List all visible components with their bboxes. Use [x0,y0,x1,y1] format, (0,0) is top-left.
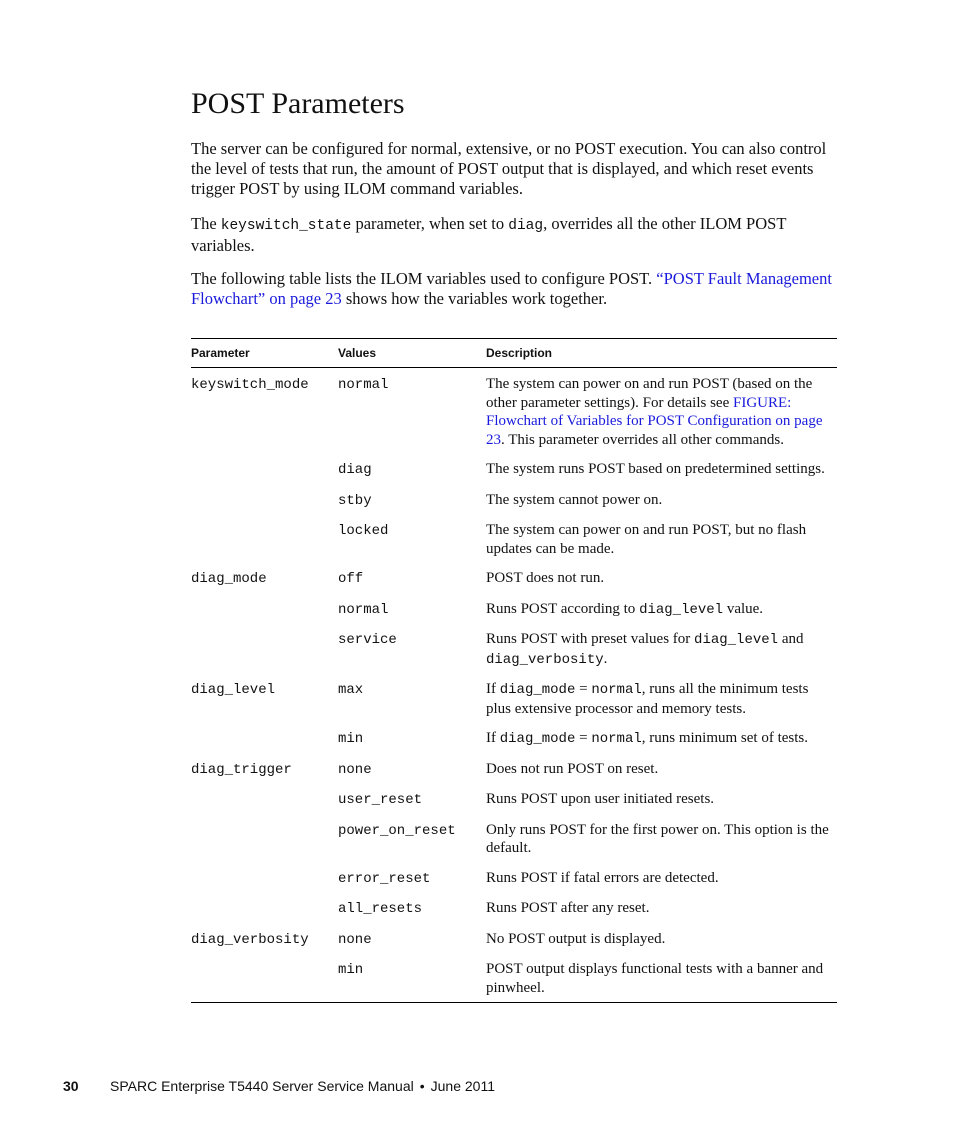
description-text: Runs POST with preset values for [486,631,695,647]
header-description: Description [486,346,553,360]
table-header-row [191,339,837,368]
para3-text-2: shows how the variables work together. [341,289,608,308]
description-text: . This parameter overrides all other commands. [501,431,784,448]
description-text: = [575,681,592,697]
value-cell: locked [338,523,389,539]
description-text: , runs all the minimum tests plus extensive processor and memory tests. [486,681,809,717]
value-cell: min [338,962,364,978]
page-footer [63,1078,495,1094]
description-cell [486,899,837,918]
inline-code: diag_level [694,632,779,648]
table-row [191,899,837,919]
table-row [191,521,837,558]
value-cell: min [338,731,364,747]
footer-date: June 2011 [430,1078,495,1094]
description-text: Runs POST upon user initiated resets. [486,791,715,807]
inline-code: diag_level [639,601,724,618]
para3-text-1: The following table lists the ILOM variables used to configure POST. [191,269,657,288]
header-values: Values [338,346,377,360]
parameter-cell [191,460,338,461]
parameter-cell: keyswitch_mode [191,377,309,393]
page-number: 30 [63,1078,79,1094]
description-text: Runs POST if fatal errors are detected. [486,869,719,886]
diag-code: diag [508,218,544,234]
table-row [191,375,837,449]
parameter-cell [191,869,338,870]
inline-code: diag_mode [499,682,576,698]
parameter-cell [191,899,338,900]
description-cell [486,729,837,749]
table-row [191,960,837,997]
value-cell: normal [338,377,389,393]
parameter-cell [191,960,338,961]
table-row [191,930,837,950]
table-row [191,680,837,718]
footer-doc-title: SPARC Enterprise T5440 Server Service Manual [110,1078,414,1094]
description-cell [486,491,837,510]
value-cell: all_resets [338,901,423,917]
value-cell: none [338,761,372,778]
table-row [191,600,837,620]
header-parameter: Parameter [191,346,250,360]
description-cell [486,930,837,949]
value-cell: power_on_reset [338,822,456,839]
keyswitch-paragraph [191,214,841,256]
description-text: If [486,681,500,697]
description-text: If [486,730,500,746]
parameter-cell [191,600,338,601]
description-text: No POST output is displayed. [486,930,666,947]
table-intro-paragraph [191,269,841,309]
inline-code: diag_verbosity [486,651,604,668]
page-title: POST Parameters [191,87,405,120]
value-cell: off [338,571,364,587]
description-cell [486,869,837,888]
description-cell [486,600,837,620]
description-text: and [778,631,804,647]
description-text: The system runs POST based on predetermined settings. [486,461,825,477]
description-text: , runs minimum set of tests. [641,730,809,746]
inline-code: diag_mode [499,731,576,747]
value-cell: none [338,931,372,948]
description-text: value. [723,600,764,617]
parameter-cell [191,729,338,730]
description-text: The system can power on and run POST, but no flash updates can be made. [486,522,807,557]
parameter-cell: diag_level [191,682,276,698]
description-text: = [575,730,592,746]
description-text: POST does not run. [486,570,605,586]
intro-paragraph: The server can be configured for normal, extensive, or no POST execution. You can also control the level of tests that run, the amount of POST output that is displayed, and which reset events trigger POST by using ILOM command variables. [191,139,827,198]
value-cell: diag [338,462,372,478]
description-cell [486,760,837,779]
description-cell [486,375,837,449]
description-text: Runs POST according to [486,600,640,617]
figure-link[interactable]: FIGURE: Flowchart of Variables for POST Configuration on page 23 [486,394,823,448]
parameter-cell: diag_trigger [191,761,292,778]
parameter-cell: diag_verbosity [191,931,309,948]
description-text: Runs POST after any reset. [486,900,650,916]
parameter-cell: diag_mode [191,571,267,587]
parameter-cell [191,821,338,822]
table-row [191,729,837,749]
description-cell [486,521,837,558]
description-text: The system can power on and run POST (based on the other parameter settings). For details see [486,376,813,411]
description-cell [486,790,837,809]
description-cell [486,821,837,858]
parameter-cell [191,630,338,631]
table-row [191,760,837,780]
table-row [191,460,837,480]
para2-text-3: , overrides all the other ILOM POST variables. [191,214,787,255]
description-cell [486,680,837,718]
description-cell [486,630,837,669]
table-row [191,821,837,858]
description-cell [486,960,837,997]
para2-text-2: parameter, when set to [351,214,509,233]
description-text: POST output displays functional tests with a banner and pinwheel. [486,961,824,996]
value-cell: normal [338,601,389,618]
inline-code: normal [591,682,642,698]
parameter-cell [191,790,338,791]
value-cell: error_reset [338,870,431,887]
value-cell: service [338,632,397,648]
parameter-cell [191,491,338,492]
footer-bullet: • [419,1078,425,1094]
description-text: The system cannot power on. [486,491,663,508]
description-text: . [603,650,608,667]
inline-code: normal [591,731,642,747]
value-cell: max [338,682,364,698]
description-text: Does not run POST on reset. [486,760,659,777]
table-row [191,790,837,810]
table-row [191,869,837,889]
keyswitch-state-code: keyswitch_state [220,218,352,234]
value-cell: stby [338,492,372,509]
description-cell [486,569,837,588]
table-body [191,368,837,1002]
description-cell [486,460,837,479]
post-parameters-table [191,338,837,1003]
para2-text-1: The [191,214,221,233]
table-row [191,491,837,511]
parameter-cell [191,521,338,522]
flowchart-link[interactable]: “POST Fault Management Flowchart” on page 23 [191,269,832,308]
description-text: Only runs POST for the first power on. This option is the default. [486,821,829,856]
table-row [191,630,837,669]
value-cell: user_reset [338,792,423,808]
table-row [191,569,837,589]
